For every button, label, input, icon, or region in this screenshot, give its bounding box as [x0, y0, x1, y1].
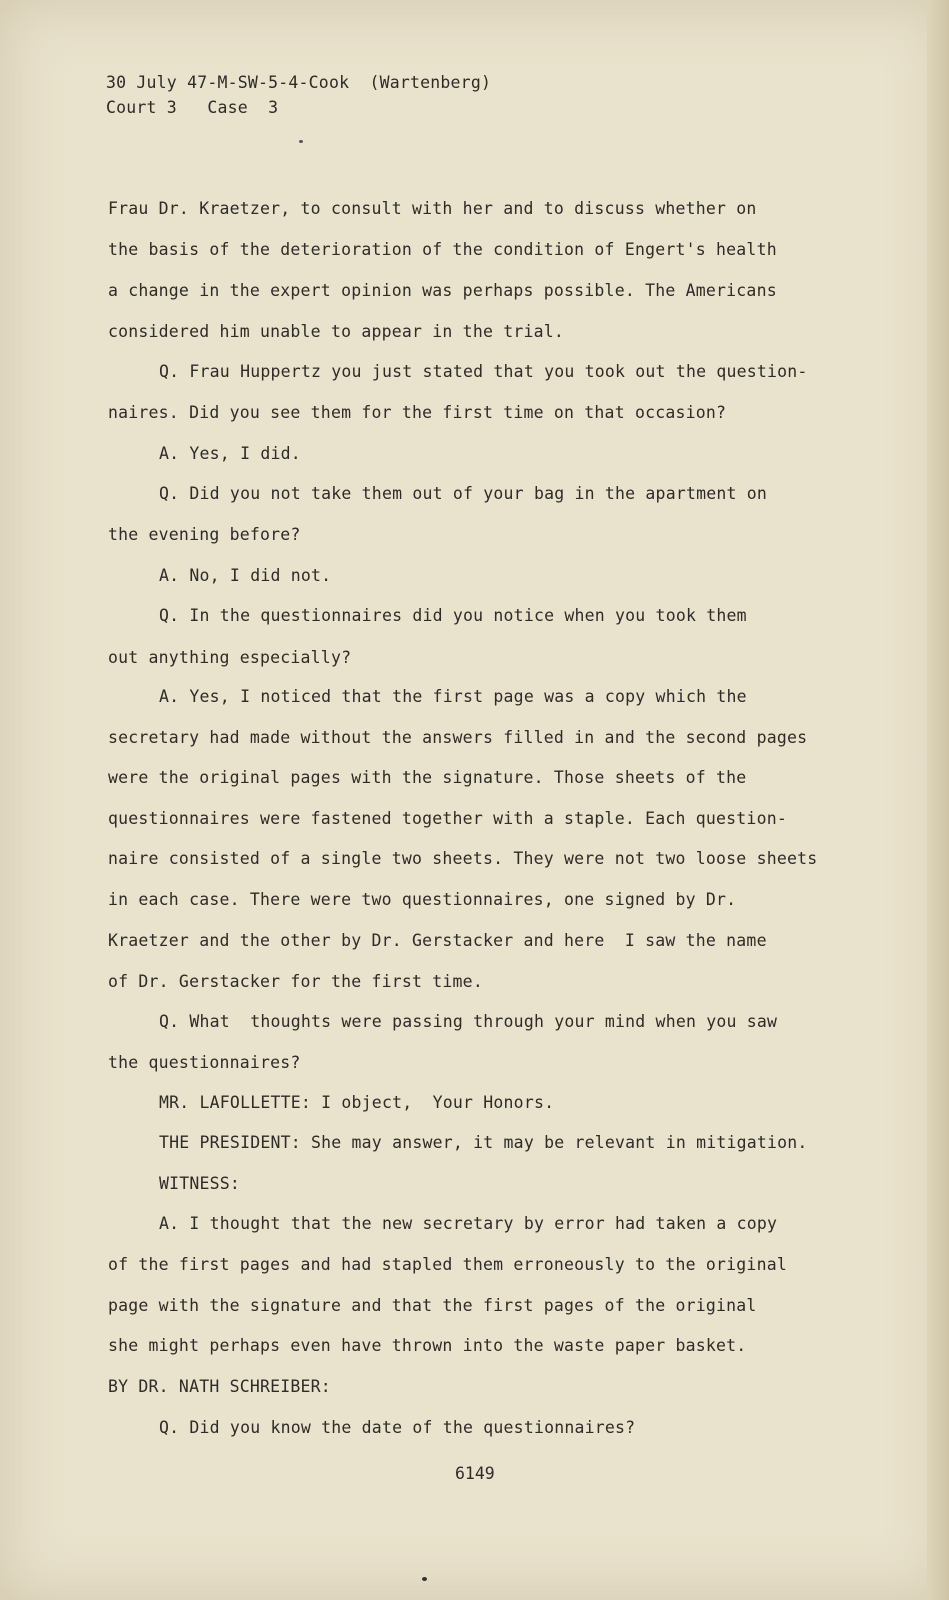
- text-line: the evening before?: [108, 525, 301, 544]
- text-line: of Dr. Gerstacker for the first time.: [108, 972, 483, 991]
- text-line: Q. What thoughts were passing through your mind when you saw: [159, 1012, 778, 1031]
- text-line: of the first pages and had stapled them erroneously to the original: [108, 1255, 787, 1274]
- text-line: Frau Dr. Kraetzer, to consult with her and to discuss whether on: [108, 199, 757, 218]
- text-line: out anything especially?: [108, 648, 352, 667]
- text-line: WITNESS:: [159, 1174, 241, 1193]
- header-line-2: Court 3 Case 3: [106, 98, 279, 117]
- header-line-1: 30 July 47-M-SW-5-4-Cook (Wartenberg): [106, 73, 492, 92]
- text-line: in each case. There were two questionnaires, one signed by Dr.: [108, 890, 737, 909]
- text-line: Q. Frau Huppertz you just stated that you took out the question-: [159, 362, 808, 381]
- text-line: the questionnaires?: [108, 1053, 301, 1072]
- text-line: Kraetzer and the other by Dr. Gerstacker and here I saw the name: [108, 931, 767, 950]
- text-line: naire consisted of a single two sheets. They were not two loose sheets: [108, 849, 818, 868]
- text-line: Q. Did you not take them out of your bag in the apartment on: [159, 484, 768, 503]
- page-number: 6149: [455, 1464, 495, 1483]
- paper-speck: [422, 1577, 427, 1581]
- text-line: MR. LAFOLLETTE: I object, Your Honors.: [159, 1093, 555, 1112]
- text-line: A. No, I did not.: [159, 566, 332, 585]
- text-line: questionnaires were fastened together with a staple. Each question-: [108, 809, 787, 828]
- text-line: A. Yes, I noticed that the first page was a copy which the: [159, 687, 747, 706]
- text-line: secretary had made without the answers filled in and the second pages: [108, 728, 808, 747]
- text-line: considered him unable to appear in the trial.: [108, 322, 565, 341]
- text-line: page with the signature and that the first pages of the original: [108, 1296, 757, 1315]
- text-line: THE PRESIDENT: She may answer, it may be relevant in mitigation.: [159, 1133, 808, 1152]
- paper-speck: [299, 140, 303, 143]
- page-edge: [927, 0, 949, 1600]
- text-line: a change in the expert opinion was perhaps possible. The Americans: [108, 281, 777, 300]
- text-line: Q. In the questionnaires did you notice when you took them: [159, 606, 747, 625]
- text-line: A. I thought that the new secretary by error had taken a copy: [159, 1214, 778, 1233]
- text-line: the basis of the deterioration of the condition of Engert's health: [108, 240, 777, 259]
- text-line: she might perhaps even have thrown into the waste paper basket.: [108, 1336, 747, 1355]
- text-line: Q. Did you know the date of the questionnaires?: [159, 1418, 636, 1437]
- text-line: naires. Did you see them for the first time on that occasion?: [108, 403, 727, 422]
- text-line: A. Yes, I did.: [159, 444, 301, 463]
- text-line: were the original pages with the signature. Those sheets of the: [108, 768, 747, 787]
- text-line: BY DR. NATH SCHREIBER:: [108, 1377, 331, 1396]
